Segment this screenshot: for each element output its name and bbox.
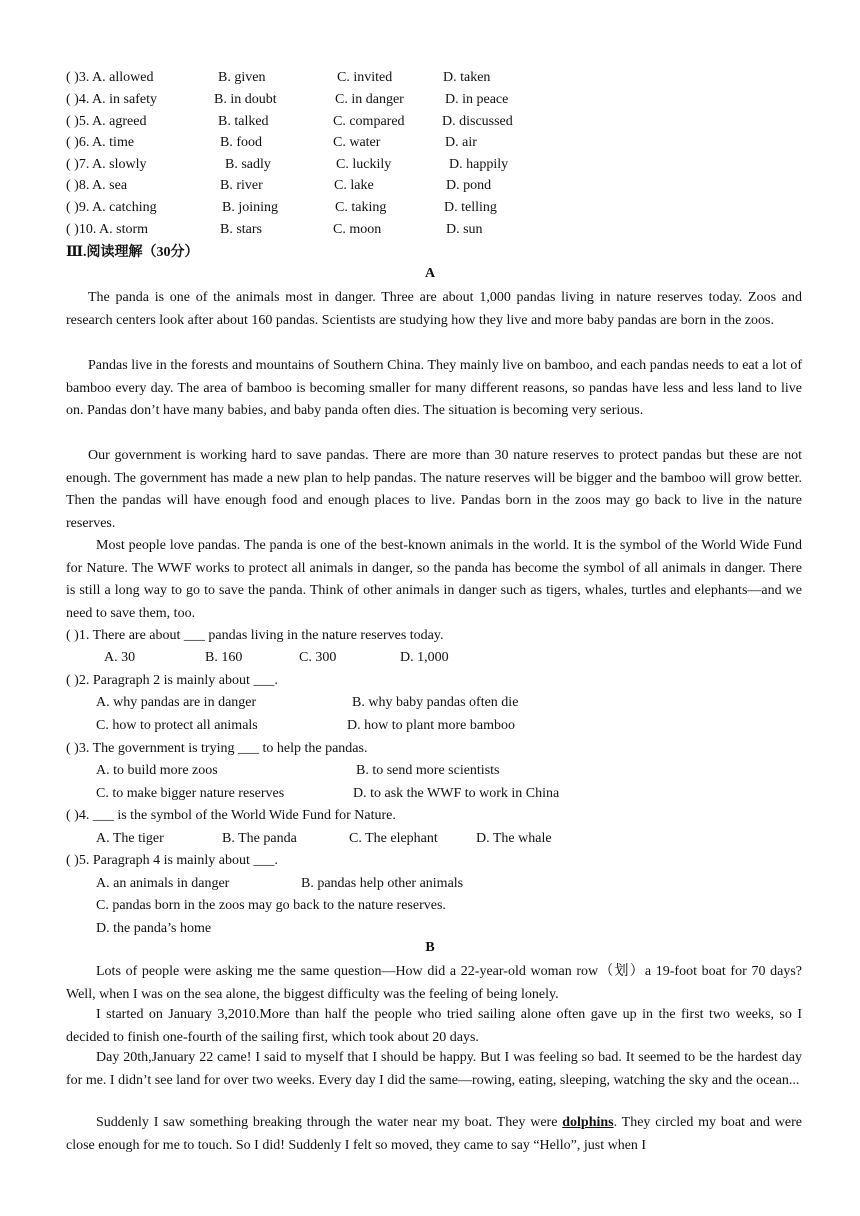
question-4: ( )4. ___ is the symbol of the World Wide Fund for Nature. xyxy=(66,808,396,823)
option-c: C. 300 xyxy=(299,650,337,665)
option-b: B. river xyxy=(220,178,263,193)
option-c: C. luckily xyxy=(336,157,392,172)
option-b: B. given xyxy=(218,70,266,85)
question-5: ( )5. Paragraph 4 is mainly about ___. xyxy=(66,853,278,868)
option-c: C. compared xyxy=(333,114,405,129)
passage-a-paragraph-1: The panda is one of the animals most in danger. Three are about 1,000 pandas living in nature reserves today. Zoos and research centers look after about 160 pandas. Scientists are studying how they live and more baby pandas are born in the zoos. xyxy=(66,290,802,328)
option-d: D. telling xyxy=(444,200,497,215)
passage-a-paragraph-3: Our government is working hard to save pandas. There are more than 30 nature reserves to protect pandas but these are not enough. The government has made a new plan to help pandas. The nature reserves will be bigger and the bamboo will grow better. Then the pandas will have enough food and enough places to live. Pandas born in the zoos may go back to live in the nature reserves. xyxy=(66,448,802,531)
passage-b-paragraph-4 xyxy=(66,1112,802,1157)
passage-a-paragraph-4: Most people love pandas. The panda is one of the best-known animals in the world. It is the symbol of the World Wide Fund for Nature. The WWF works to protect all animals in danger, so the panda has become the symbol of all animals in danger. There is still a long way to go to save the panda. Think of other animals in danger such as tigers, whales, turtles and elephants—and we need to save them, too. xyxy=(66,538,802,621)
cloze-question: ( )4. A. in safety xyxy=(66,92,157,107)
option-c: C. pandas born in the zoos may go back to the nature reserves. xyxy=(96,898,446,913)
option-b: B. in doubt xyxy=(214,92,277,107)
cloze-question: ( )8. A. sea xyxy=(66,178,128,193)
option-b: B. sadly xyxy=(225,157,271,172)
cloze-question: ( )3. A. allowed xyxy=(66,70,154,85)
passage-b-paragraph-3: Day 20th,January 22 came! I said to myself that I should be happy. But I was feeling so bad. It seemed to be the hardest day for me. I didn’t see land for over two weeks. Every day I did the same—rowing, eating, sleeping, watching the sky and the ocean... xyxy=(66,1050,802,1088)
option-d: D. discussed xyxy=(442,114,513,129)
option-b: B. 160 xyxy=(205,650,243,665)
question-1: ( )1. There are about ___ pandas living in the nature reserves today. xyxy=(66,628,444,643)
option-a: A. why pandas are in danger xyxy=(96,695,257,710)
option-b: B. joining xyxy=(222,200,279,215)
passage-a-label: A xyxy=(424,266,436,281)
option-d: D. to ask the WWF to work in China xyxy=(353,786,560,801)
cloze-question: ( )6. A. time xyxy=(66,135,135,150)
option-d: D. 1,000 xyxy=(400,650,449,665)
option-b: B. why baby pandas often die xyxy=(352,695,519,710)
cloze-question: ( )7. A. slowly xyxy=(66,157,147,172)
passage-b-label: B xyxy=(425,940,435,955)
cloze-question: ( )10. A. storm xyxy=(66,222,149,237)
option-c: C. water xyxy=(333,135,381,150)
section-title: Ⅲ.阅读理解（30分） xyxy=(66,245,199,260)
option-c: C. lake xyxy=(334,178,374,193)
option-d: D. The whale xyxy=(476,831,552,846)
option-c: C. in danger xyxy=(335,92,404,107)
option-d: D. happily xyxy=(449,157,509,172)
option-c: C. taking xyxy=(335,200,387,215)
option-d: D. the panda’s home xyxy=(96,921,212,936)
option-c: C. to make bigger nature reserves xyxy=(96,786,285,801)
option-d: D. air xyxy=(445,135,477,150)
option-b: B. pandas help other animals xyxy=(301,876,464,891)
option-a: A. 30 xyxy=(104,650,136,665)
option-a: A. to build more zoos xyxy=(96,763,218,778)
highlighted-word: dolphins xyxy=(562,1115,614,1130)
option-c: C. invited xyxy=(337,70,393,85)
option-b: B. to send more scientists xyxy=(356,763,500,778)
paragraph-text-start: Suddenly I saw something breaking through the water near my boat. They were xyxy=(96,1115,563,1130)
option-d: D. sun xyxy=(446,222,483,237)
passage-b-paragraph-2: I started on January 3,2010.More than half the people who tried sailing alone often gave up in the first two weeks, so I decided to finish one-fourth of the sailing first, which took about 20 days. xyxy=(66,1007,802,1045)
cloze-question: ( )5. A. agreed xyxy=(66,114,147,129)
option-b: B. talked xyxy=(218,114,269,129)
cloze-question: ( )9. A. catching xyxy=(66,200,157,215)
question-2: ( )2. Paragraph 2 is mainly about ___. xyxy=(66,673,278,688)
option-c: C. moon xyxy=(333,222,382,237)
option-d: D. taken xyxy=(443,70,491,85)
option-b: B. The panda xyxy=(222,831,297,846)
option-a: A. an animals in danger xyxy=(96,876,230,891)
passage-b-paragraph-1: Lots of people were asking me the same question—How did a 22-year-old woman row（划）a 19-foot boat for 70 days? Well, when I was on the sea alone, the biggest difficulty was the feeling of being lonely. xyxy=(66,964,802,1002)
option-a: A. The tiger xyxy=(96,831,164,846)
option-b: B. food xyxy=(220,135,262,150)
question-3: ( )3. The government is trying ___ to help the pandas. xyxy=(66,741,368,756)
option-d: D. in peace xyxy=(445,92,509,107)
passage-a-paragraph-2: Pandas live in the forests and mountains of Southern China. They mainly live on bamboo, and each pandas needs to eat a lot of bamboo every day. The area of bamboo is becoming smaller for many different reasons, so pandas have less and less land to live on. Pandas don’t have many babies, and baby panda often dies. The situation is becoming very serious. xyxy=(66,358,802,418)
option-c: C. how to protect all animals xyxy=(96,718,258,733)
option-d: D. how to plant more bamboo xyxy=(347,718,515,733)
paragraph-text-end: . They circled my boat and were close enough for me to touch. So I did! Suddenly I felt so moved, they came to say “Hello”, just when I xyxy=(66,1115,802,1153)
option-b: B. stars xyxy=(220,222,262,237)
option-c: C. The elephant xyxy=(349,831,438,846)
option-d: D. pond xyxy=(446,178,492,193)
